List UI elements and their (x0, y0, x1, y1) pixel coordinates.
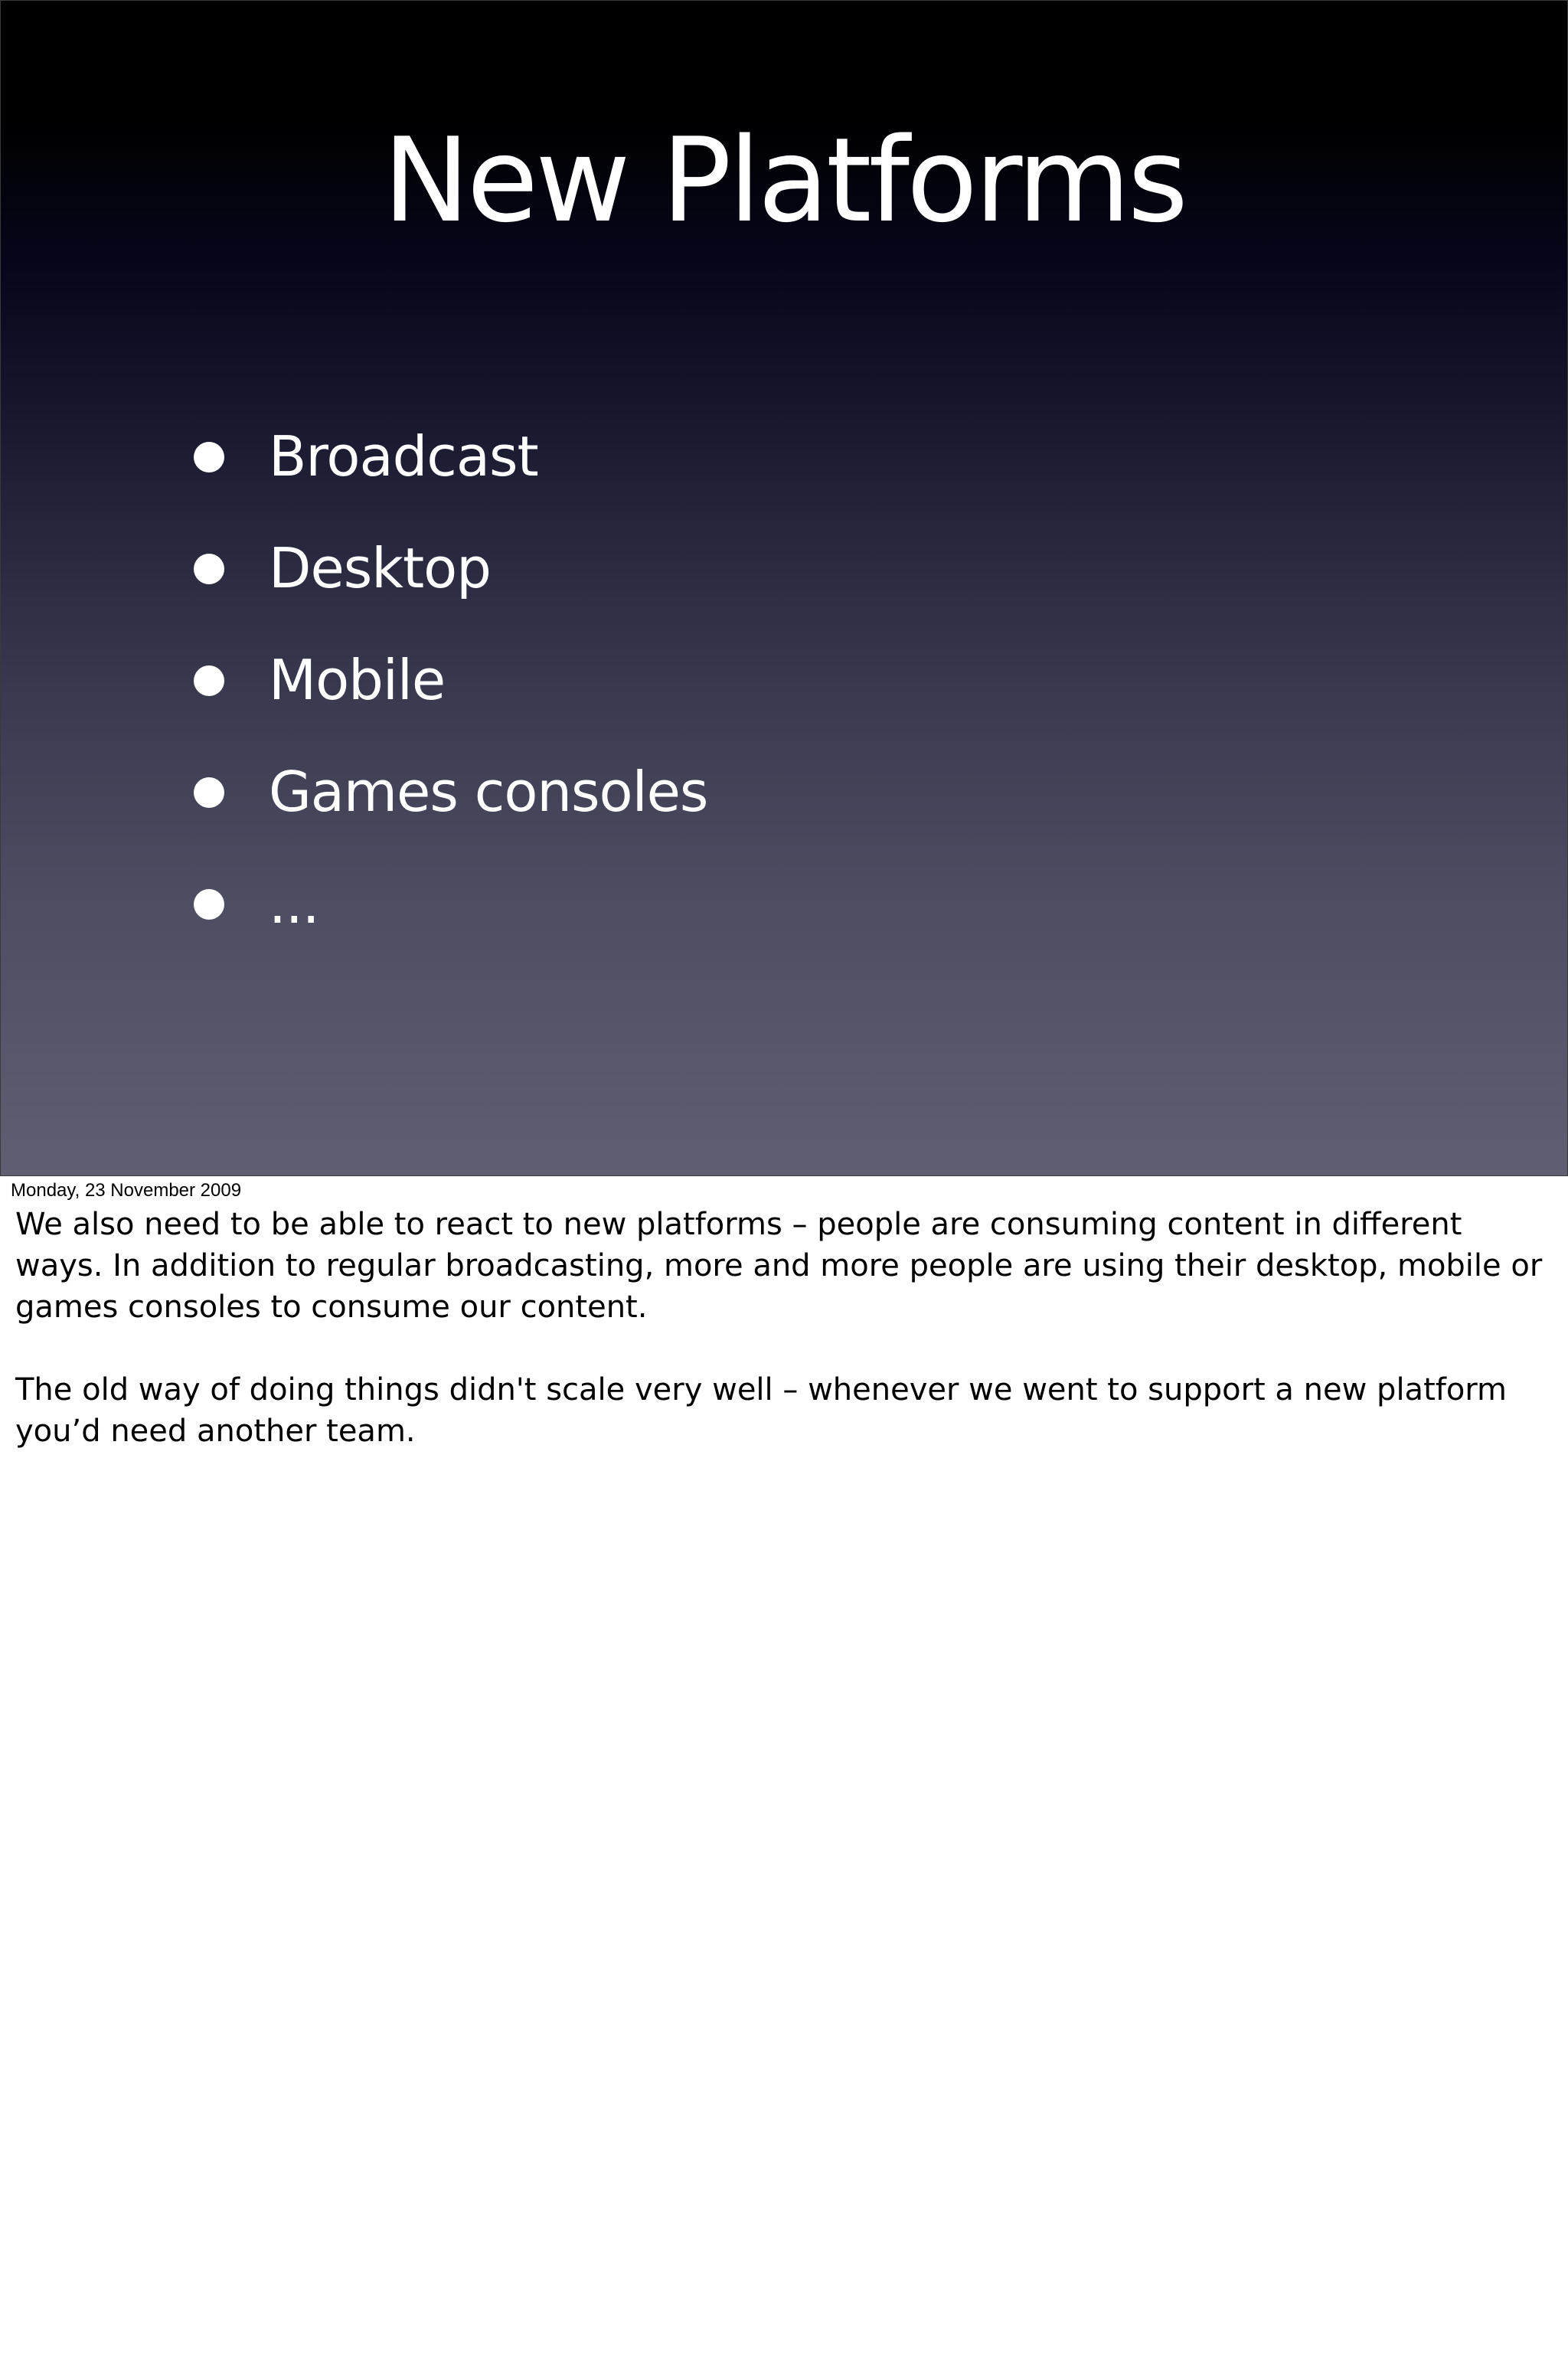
bullet-dot-icon (194, 665, 224, 696)
bullet-text: Mobile (269, 648, 446, 712)
bullet-text: ... (269, 871, 319, 936)
bullet-dot-icon (194, 554, 224, 584)
bullet-dot-icon (194, 442, 224, 472)
notes-paragraph: We also need to be able to react to new platforms – people are consuming content in different ways. In addition to regular broadcasting, more and more people are using their desktop, mobile or games consoles to consume our content. (15, 1207, 1543, 1325)
bullet-item (185, 526, 707, 638)
bullet-list (185, 414, 707, 973)
notes-paragraph: The old way of doing things didn't scale very well – whenever we went to support a new platform you’d need another team. (15, 1372, 1508, 1449)
bullet-item (185, 414, 707, 526)
bullet-text: Games consoles (269, 760, 708, 824)
bullet-dot-icon (194, 777, 224, 808)
speaker-notes (15, 1204, 1554, 1493)
date-label: Monday, 23 November 2009 (11, 1180, 242, 1201)
bullet-dot-icon (194, 889, 224, 920)
bullet-item (185, 638, 707, 750)
bullet-text: Desktop (269, 536, 491, 600)
slide (0, 0, 1568, 1176)
bullet-item (185, 750, 707, 861)
bullet-text: Broadcast (269, 424, 538, 489)
slide-title: New Platforms (382, 113, 1186, 248)
bullet-item (185, 861, 707, 973)
